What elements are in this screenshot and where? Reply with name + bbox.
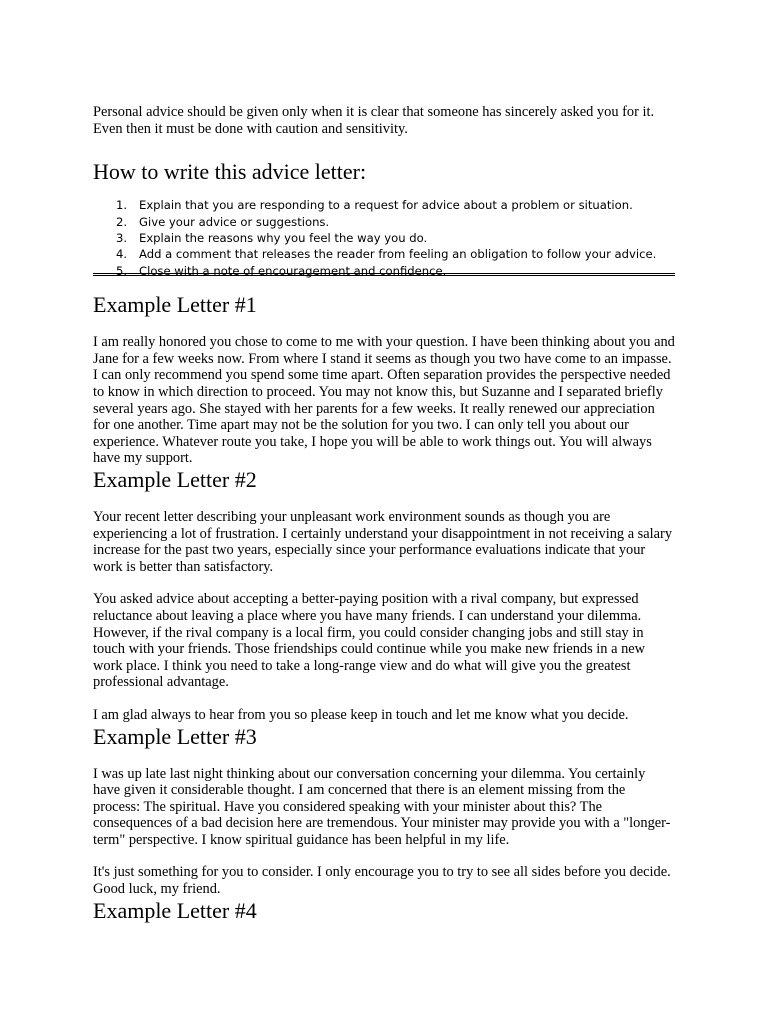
step-text: Close with a note of encouragement and confidence. bbox=[139, 263, 447, 278]
step-number: 5. bbox=[116, 263, 128, 278]
howto-steps-list bbox=[93, 197, 675, 279]
letter-2-paragraph-1: Your recent letter describing your unpleasant work environment sounds as though you are experiencing a lot of frustration. I certainly understand your disappointment in not receiving a salary increase for the past two years, especially since your performance evaluations indicate that your work is better than satisfactory. bbox=[93, 508, 673, 575]
step-number: 2. bbox=[116, 214, 128, 229]
howto-step bbox=[93, 214, 675, 230]
letter-3-title: Example Letter #3 bbox=[93, 723, 257, 749]
letter-4-title: Example Letter #4 bbox=[93, 897, 257, 923]
letter-2-paragraph-2: You asked advice about accepting a better-paying position with a rival company, but expressed reluctance about leaving a place where you have many friends. I can understand your dilemma. However, if the rival company is a local firm, you could consider changing jobs and still stay in touch with your friends. Those friendships could continue while you make new friends in a new work place. I think you need to take a long-range view and do what will give you the greatest professional advantage. bbox=[93, 591, 646, 691]
letter-1-paragraph-1: I am really honored you chose to come to me with your question. I have been thinking about you and Jane for a few weeks now. From where I stand it seems as though you two have come to an impasse. I can only recommend you spend some time apart. Often separation provides the perspective needed to know in which direction to proceed. You may not know this, but Suzanne and I separated briefly several years ago. She stayed with her parents for a few weeks. It really renewed our appreciation for one another. Time apart may not be the solution for you two. I can only tell you about our experience. Whatever route you take, I hope you will be able to work things out. You will always have my support. bbox=[93, 334, 675, 467]
letter-3-paragraph-2: It's just something for you to consider. I only encourage you to try to see all sides before you decide. Good luck, my friend. bbox=[93, 864, 671, 898]
letter-2-title: Example Letter #2 bbox=[93, 466, 257, 492]
step-number: 3. bbox=[116, 231, 128, 245]
step-text: Add a comment that releases the reader from feeling an obligation to follow your advice. bbox=[139, 247, 657, 262]
howto-heading: How to write this advice letter: bbox=[93, 159, 367, 185]
step-number: 1. bbox=[116, 198, 128, 213]
letter-1-title: Example Letter #1 bbox=[93, 292, 257, 318]
howto-step bbox=[93, 197, 675, 213]
intro-paragraph: Personal advice should be given only when it is clear that someone has sincerely asked you for it. Even then it must be done with caution and sensitivity. bbox=[93, 104, 655, 137]
step-text: Explain the reasons why you feel the way you do. bbox=[139, 231, 428, 245]
step-text: Explain that you are responding to a request for advice about a problem or situation. bbox=[139, 198, 633, 213]
letter-3-paragraph-1: I was up late last night thinking about our conversation concerning your dilemma. You certainly have given it considerable thought. I am concerned that there is an element missing from the process: The spiritual. Have you considered speaking with your minister about this? The consequences of a bad decision here are tremendous. Your minister may provide you with a "longer-term" perspective. I know spiritual guidance has been helpful in my life. bbox=[93, 765, 671, 848]
howto-step bbox=[93, 230, 675, 246]
letter-2-paragraph-3: I am glad always to hear from you so please keep in touch and let me know what you decide. bbox=[93, 706, 629, 723]
document-page bbox=[93, 104, 675, 924]
howto-step bbox=[93, 246, 675, 262]
howto-step bbox=[93, 263, 675, 279]
step-text: Give your advice or suggestions. bbox=[139, 214, 330, 229]
step-number: 4. bbox=[116, 247, 128, 262]
